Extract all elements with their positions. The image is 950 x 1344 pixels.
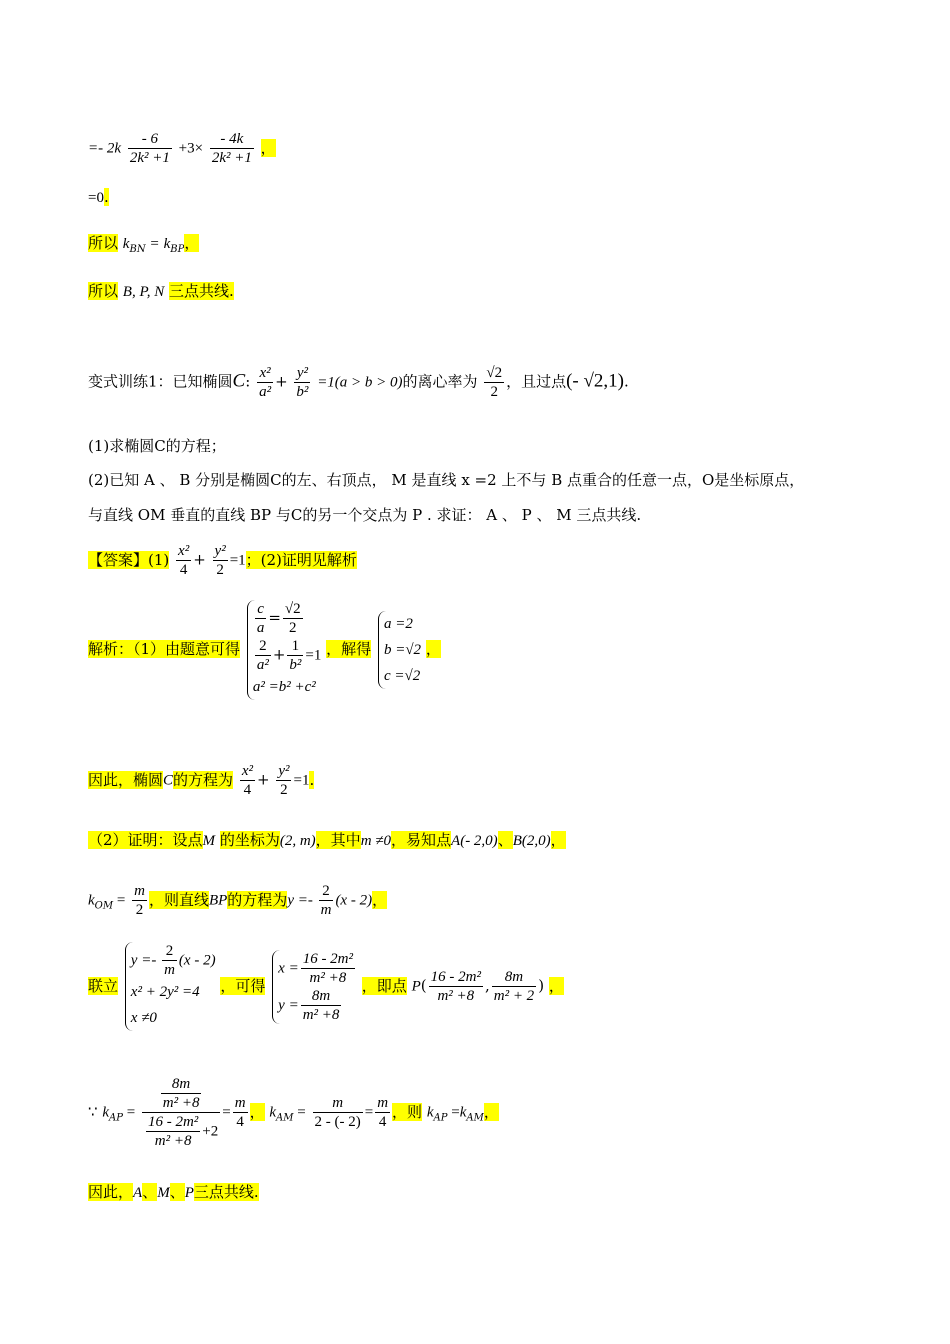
answer-part2: ；(2)证明见解析	[245, 550, 357, 569]
question-2a	[88, 470, 804, 490]
point-a: A(- 2,0)	[451, 833, 498, 849]
end: .	[624, 372, 629, 391]
cond: m ≠0	[360, 833, 392, 849]
sol1-mid: ，解得	[326, 640, 372, 658]
text: 的方程为	[173, 770, 234, 789]
system-brace-2: y =- $\frac{2}{m}$ (x - 2) x² + 2y² =4 x ≠0	[125, 942, 216, 1031]
problem-intro: 变式训练1：已知椭圆	[88, 372, 233, 391]
punct: ，	[425, 640, 441, 658]
answer-frac-y: $\frac{\text{y²}}{2}$	[214, 543, 226, 578]
point: (- √2,1)	[566, 370, 625, 392]
answer-frac-x: $\frac{\text{x²}}{4}$	[178, 543, 190, 578]
derivation-line-4	[88, 281, 234, 302]
subscript: BN	[129, 244, 146, 255]
t1: 的坐标为	[219, 831, 280, 849]
tail: 三点共线.	[168, 282, 234, 300]
derivation-line-3	[88, 233, 199, 260]
pass-text: ，且过点	[506, 372, 567, 391]
punct: ，	[260, 138, 276, 157]
coord: (2, m)	[279, 833, 316, 849]
solution-1-conclusion: 因此，椭圆C的方程为 $\frac{\text{x²}}{4}$ + $\frac{\text{y²}}{2}$ =1.	[88, 763, 315, 798]
lead: 联立	[88, 976, 119, 995]
punct: .	[103, 188, 109, 206]
expr-lead: =- 2k	[88, 140, 122, 157]
result-brace: a =2 b =√2 c =√2	[378, 611, 421, 689]
expr: =0	[88, 190, 104, 206]
k-symbol: k	[122, 236, 130, 252]
problem-statement: 变式训练1：已知椭圆C: $\frac{\text{x²}}{\text{a²}}$ + $\frac{\text{y²}}{\text{b²}}$ =1(a > b > 0)的离心率为 $\frac{√2}{2}$ ，且过点(- √2,1).	[88, 365, 629, 400]
question-1	[88, 436, 226, 456]
solution-brace-2: x = $\frac{\text{16 - 2m²}}{\text{m² +8}}$ y = $\frac{8m}{\text{m² +8}}$	[272, 950, 357, 1024]
answer-eq: =1	[229, 552, 246, 569]
frac-y: $\frac{\text{y²}}{\text{b²}}$	[296, 365, 309, 400]
k-symbol: k	[163, 236, 171, 252]
question-2b	[88, 505, 641, 525]
equals: =	[150, 236, 159, 252]
q2b-text: 与直线 OM 垂直的直线 BP 与C的另一个交点为 P . 求证： A 、 P 、 M 三点共线.	[88, 506, 642, 524]
solution-1	[88, 600, 441, 700]
m-symbol: M	[202, 833, 216, 849]
mid: ，可得	[220, 976, 266, 995]
answer-line: 【答案】(1) $\frac{\text{x²}}{4}$ + $\frac{\text{y²}}{2}$ =1；(2)证明见解析	[88, 543, 357, 578]
point-p: P	[411, 978, 421, 995]
ecc-text: 的离心率为	[402, 372, 478, 391]
fraction-1: $\frac{- 6}{\text{2k² +1}}$	[129, 131, 170, 166]
q2a-text: (2)已知 A 、 B 分别是椭圆C的左、右顶点， M 是直线 x =2 上不与 B 点重合的任意一点，O是坐标原点，	[88, 471, 805, 489]
t3: ，易知点	[391, 831, 452, 849]
ellipse-c: C	[232, 370, 246, 392]
t2: ，其中	[315, 831, 361, 849]
system-brace: $\frac{c}{a}$ = $\frac{√2}{2}$ $\frac{2}{\text{a²}}$ + $\frac{1}{\text{b²}}$ =1 a² =b² +c²	[247, 600, 322, 700]
system-line: 联立 y =- $\frac{2}{m}$ (x - 2) x² + 2y² =4 x ≠0 ，可得 x = $\frac{\text{16 - 2m²}}{\text{m² +8}}$ y = $\frac{8m}{\text{m² +8}}$ ，即点 P( $\frac{\text{16 - 2m²}}{\text{m² +8}}$ , $\frac{8m}{\text{m² + 2}}$ ) ，	[88, 942, 564, 1031]
frac-x: $\frac{\text{x²}}{\text{a²}}$	[259, 365, 272, 400]
derivation-line-1	[88, 130, 276, 167]
derivation-line-2	[88, 187, 109, 208]
point-b: B(2,0)	[512, 833, 551, 849]
sol1-lead: 解析：（1）由题意可得	[88, 640, 241, 658]
expr-mid: +3×	[178, 140, 204, 157]
subscript: BP	[170, 244, 185, 255]
t: ，即点	[361, 976, 407, 995]
final-conclusion: 因此，A、M、P三点共线.	[88, 1183, 259, 1201]
lead: 因此，椭圆	[88, 770, 164, 789]
text: 所以	[88, 234, 119, 252]
ecc-frac: $\frac{√2}{2}$	[486, 365, 503, 400]
solution-2	[88, 830, 566, 851]
c-symbol: C	[163, 772, 174, 789]
punct: ，	[548, 976, 564, 995]
fraction-2: $\frac{- 4k}{\text{2k² +1}}$	[211, 131, 252, 166]
text: 所以	[88, 282, 119, 300]
compound-frac: $\frac{8m}{\text{m² +8}}$ $\frac{\text{16 - 2m²}}{\text{m² +8}}$ +2	[142, 1075, 220, 1150]
q1-text: (1)求椭圆C的方程；	[88, 437, 226, 455]
answer-label: 【答案】(1)	[88, 550, 170, 569]
punct: ，	[184, 234, 200, 252]
k-om-line: $k_{OM}$ = $\frac{m}{2}$ ，则直线BP的方程为y =- $\frac{2}{m}$ (x - 2)，	[88, 883, 388, 918]
condition: =1(a > b > 0)	[317, 374, 403, 391]
lead: （2）证明：设点	[88, 831, 203, 849]
k-ap-line: ∵ $k_{AP}$ = $\frac{8m}{\text{m² +8}}$ $\frac{\text{16 - 2m²}}{\text{m² +8}}$ +2 = $\frac{m}{4}$ ， $k_{AM}$ = $\frac{m}{2 - (- 2)}$ = $\frac{m}{4}$ ，则 $k_{AP} =k_{AM}$，	[88, 1076, 499, 1149]
sep: 、	[497, 831, 513, 849]
points: B, P, N	[122, 284, 165, 300]
punct: ，	[550, 831, 566, 849]
